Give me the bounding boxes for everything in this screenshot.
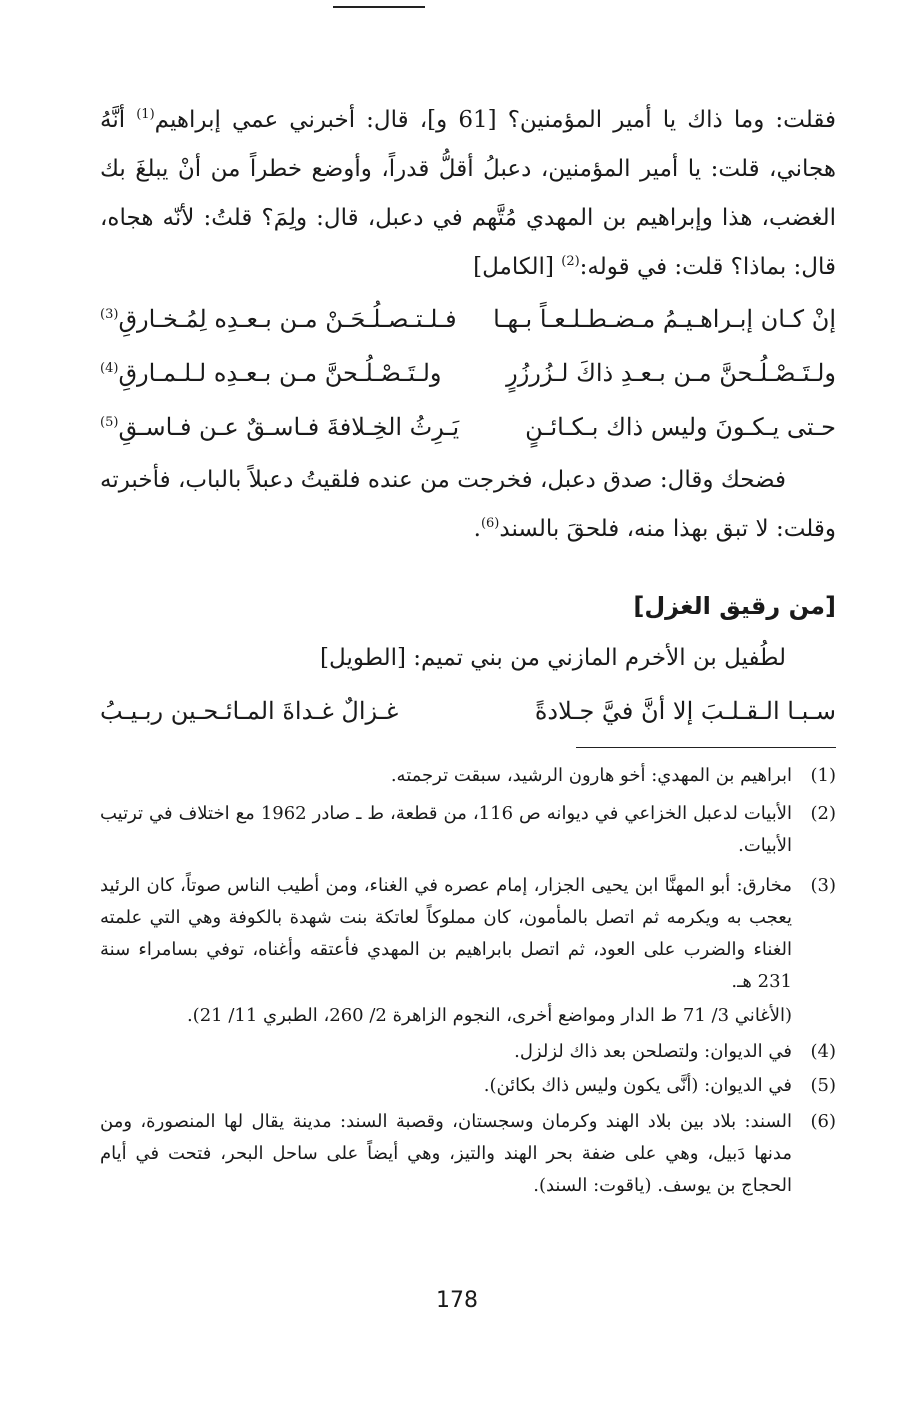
footnote-text: السند: بلاد بين بلاد الهند وكرمان وسجستان، وقصبة السند: مدينة يقال لها المنصورة، ومن مدنها دَبيل، وهي على ضفة بحر الهند والتيز، وهي أيضاً على ساحل البحر، فتحت في أيام الحجاج بن يوسف. (ياقوت: السند). [100, 1111, 792, 1196]
paragraph-2 [100, 456, 836, 554]
footnote-source: (الأغاني 3/ 71 ط الدار ومواضع أخرى، النجوم الزاهرة 2/ 260، الطبري 11/ 21). [186, 1005, 792, 1026]
verse-second-text: يَـرِثُ الخِـلافةَ فـاسـقٌ عـن فـاسـقِ [118, 413, 460, 441]
footnote [100, 1036, 836, 1068]
header-rule [333, 6, 425, 8]
verse-second-text: ولـتَـصْـلُـحنَّ مـن بـعـدِه لـلـمـارقِ [118, 359, 442, 387]
footnote [100, 798, 836, 862]
paragraph-2-text: فضحك وقال: صدق دعبل، فخرجت من عنده فلقيتُ دعبلاً بالباب، فأخبرته وقلت: لا تبق بهذا منه، فلحقَ بالسند [100, 467, 836, 542]
footnote-text: في الديوان: (أنَّى يكون وليس ذاك بكائن). [483, 1075, 792, 1096]
verse-second-hemistich [100, 346, 442, 400]
footnote [100, 1106, 836, 1202]
footnote-text: في الديوان: ولتصلحن بعد ذاك لزلزل. [514, 1041, 792, 1062]
paragraph-1-continued: أنَّهُ هجاني، قلت: يا أمير المؤمنين، دعبلُ أقلُّ قدراً، وأوضع خطراً من أنْ يبلغَ بك الغضب، هذا وإبراهيم بن المهدي مُتَّهم في دعبل، قال: ولِمَ؟ قلتُ: لأنّه هجاه، قال: بماذا؟ قلت: في قوله: [100, 107, 836, 280]
footnote-ref-4: (4) [100, 361, 119, 376]
verse-second-text: فـلـتـصـلُـحَـنْ مـن بـعـدِه لِمُـخـارقِ [118, 305, 457, 333]
verse-first-hemistich: سـبـا الـقـلـبَ إلا أنَّ فيَّ جـلادةً [534, 697, 836, 725]
section-heading: [من رقيق الغزل] [633, 592, 836, 620]
verse-line [100, 400, 836, 454]
page-number: 178 [436, 1288, 478, 1313]
footnote-ref-3: (3) [100, 307, 119, 322]
verse-first-hemistich: إنْ كـان إبـراهـيـمُ مـضـطـلـعـاً بـهـا [493, 305, 836, 333]
footnote-number: (4) [810, 1041, 836, 1062]
footnote [100, 870, 836, 1032]
paragraph-1 [100, 96, 836, 292]
poem-intro: لطُفيل بن الأخرم المازني من بني تميم: [الطويل] [320, 645, 786, 671]
meter-label: [الكامل] [473, 254, 562, 280]
footnote-text: مخارق: أبو المهنَّا ابن يحيى الجزار، إمام عصره في الغناء، ومن أطيب الناس صوتاً، كان الرئيد يعجب به ويكرمه ثم اتصل بالمأمون، كان مملوكاً لعاتكة بنت شهدة بالكوفة وهي التي علمته الغناء والضرب على العود، ثم اتصل بابراهيم بن المهدي فأعتقه وأغناه، توفي بسامراء سنة 231 هـ. [100, 875, 793, 992]
footnote-ref-6: (6) [480, 516, 500, 531]
verse-first-hemistich: حـتى يـكـونَ وليس ذاك بـكـائـنٍ [525, 413, 836, 441]
main-text [100, 96, 836, 736]
footnote [100, 1070, 836, 1102]
footnote-text: الأبيات لدعبل الخزاعي في ديوانه ص 116، من قطعة، ط ـ صادر 1962 مع اختلاف في ترتيب الأبيات. [100, 803, 792, 856]
footnote-rule [576, 747, 836, 748]
verse-second-hemistich [100, 400, 459, 454]
footnote-ref-5: (5) [100, 415, 119, 430]
footnote-number: (3) [810, 875, 836, 896]
footnote-body [100, 870, 792, 1032]
footnote-number: (6) [810, 1111, 836, 1132]
footnote-ref-1: (1) [136, 107, 155, 122]
verse-first-hemistich: ولـتَـصْـلُـحنَّ مـن بـعـدِ ذاكَ لـزُرزُرٍ [506, 359, 836, 387]
footnote-ref-2: (2) [561, 254, 580, 269]
footnote-number: (1) [810, 765, 836, 786]
paragraph-1-text: فقلت: وما ذاك يا أمير المؤمنين؟ [61 و]، قال: أخبرني عمي إبراهيم [154, 107, 836, 133]
footnotes [100, 760, 836, 1202]
verse-second-hemistich: غـزالٌ غـداةَ المـائـحـين ربـيـبُ [100, 697, 399, 725]
verse-line [100, 346, 836, 400]
footnote [100, 760, 836, 792]
footnote-text: ابراهيم بن المهدي: أخو هارون الرشيد، سبقت ترجمته. [390, 765, 792, 786]
footnote-number: (5) [810, 1075, 836, 1096]
verse-line [100, 292, 836, 346]
paragraph-2-end: . [473, 516, 481, 542]
poem-verses [100, 292, 836, 454]
verse-second-hemistich [100, 292, 457, 346]
verse-line [100, 686, 836, 736]
footnote-number: (2) [810, 803, 836, 824]
